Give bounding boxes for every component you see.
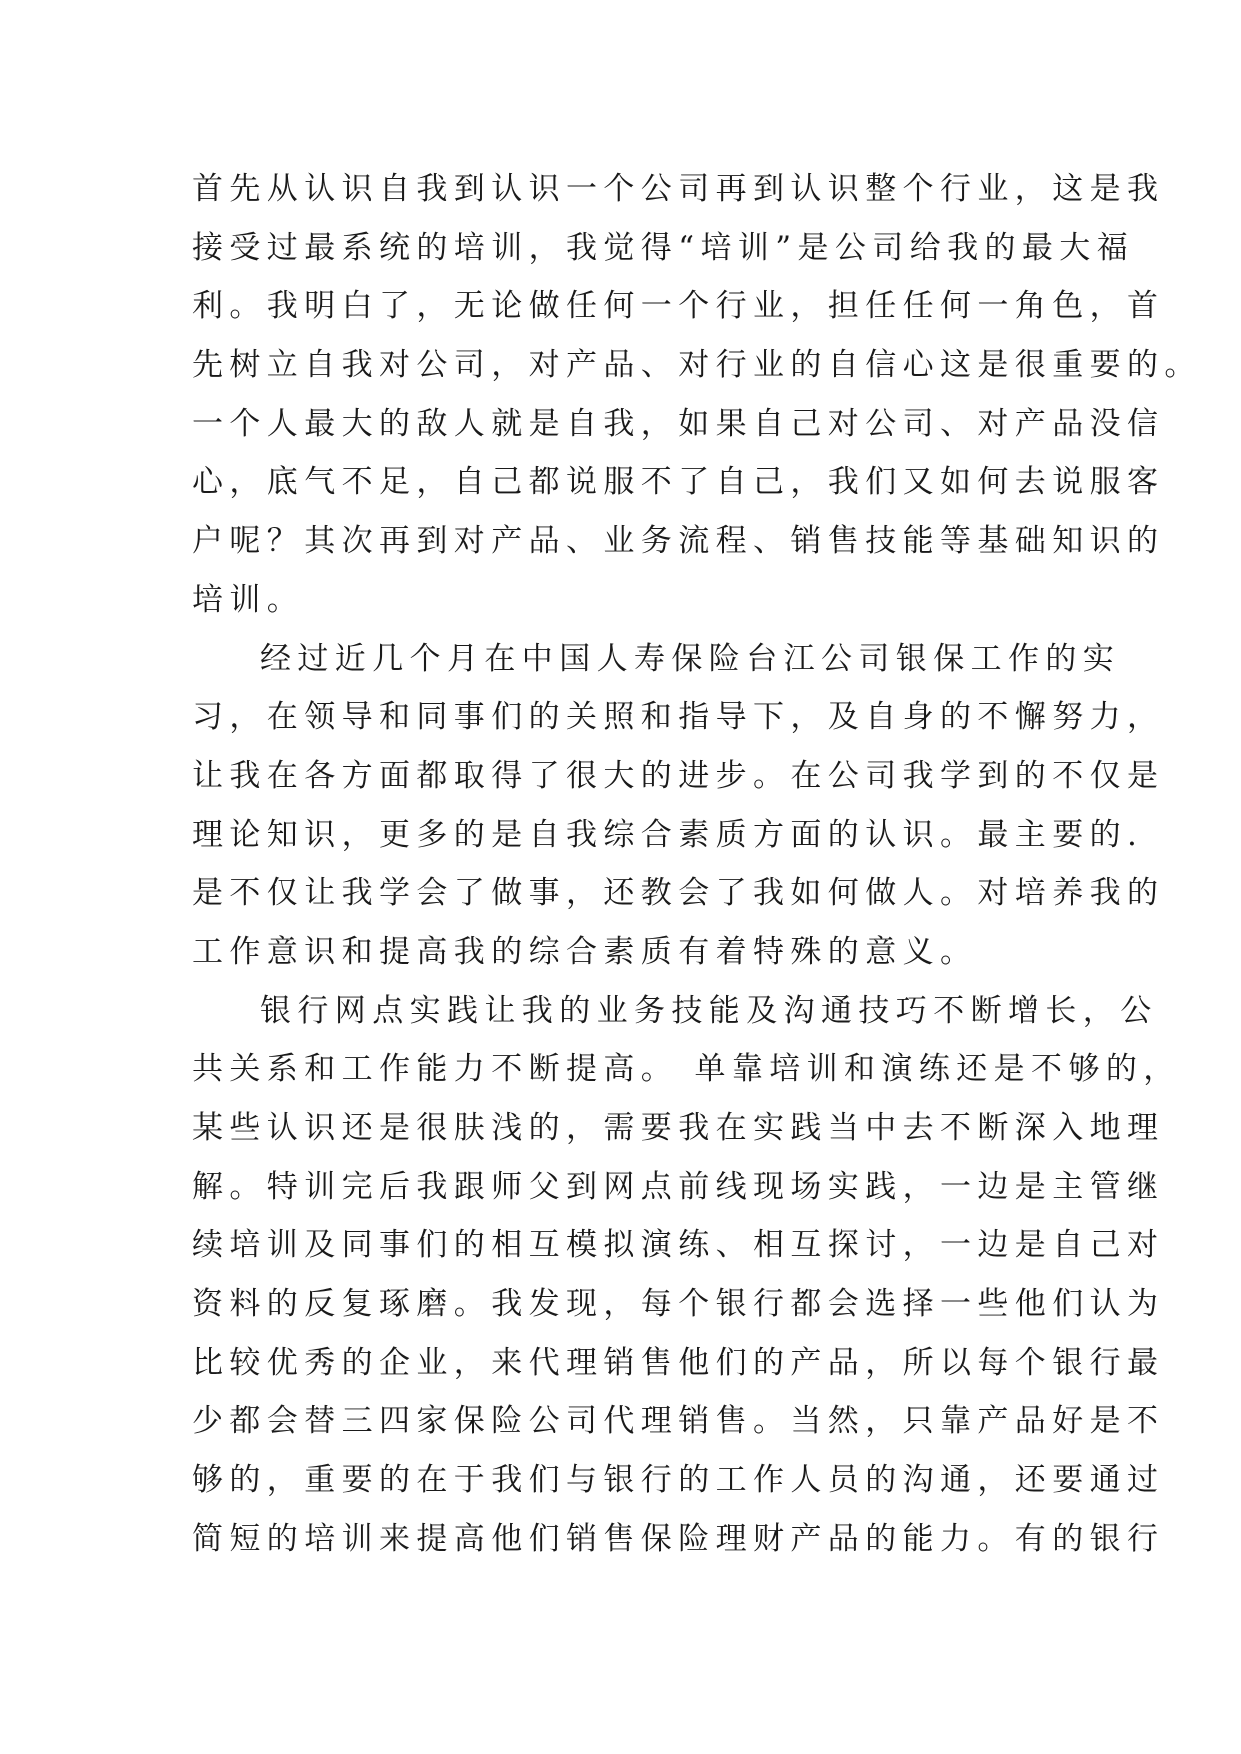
paragraph-start-line: 银行网点实践让我的业务技能及沟通技巧不断增长，公 [260,992,1158,1029]
text-line: 户呢？其次再到对产品、业务流程、销售技能等基础知识的 [192,523,1165,560]
paragraph-start-line: 经过近几个月在中国人寿保险台江公司银保工作的实 [260,640,1121,677]
text-line: 心，底气不足，自己都说服不了自己，我们又如何去说服客 [192,464,1165,501]
text-line: 让我在各方面都取得了很大的进步。在公司我学到的不仅是 [192,757,1165,794]
text-line: 资料的反复琢磨。我发现，每个银行都会选择一些他们认为 [192,1286,1165,1323]
text-line: 习，在领导和同事们的关照和指导下，及自身的不懈努力， [192,699,1165,736]
text-line: 比较优秀的企业，来代理销售他们的产品，所以每个银行最 [192,1344,1165,1381]
text-line: 续培训及同事们的相互模拟演练、相互探讨，一边是自己对 [192,1227,1165,1264]
text-line: 理论知识，更多的是自我综合素质方面的认识。最主要的. [192,816,1144,853]
text-line: 一个人最大的敌人就是自我，如果自己对公司、对产品没信 [192,405,1165,442]
text-line: 工作意识和提高我的综合素质有着特殊的意义。 [192,933,978,970]
text-line: 简短的培训来提高他们销售保险理财产品的能力。有的银行 [192,1520,1165,1557]
text-line: 接受过最系统的培训，我觉得“培训”是公司给我的最大福 [192,229,1135,266]
body-text [192,160,1202,1569]
text-line: 培训。 [192,581,305,618]
text-line: 是不仅让我学会了做事，还教会了我如何做人。对培养我的 [192,875,1165,912]
text-line: 够的，重要的在于我们与银行的工作人员的沟通，还要通过 [192,1462,1165,1499]
text-line: 某些认识还是很肤浅的，需要我在实践当中去不断深入地理 [192,1110,1165,1146]
text-line: 先树立自我对公司，对产品、对行业的自信心这是很重要的。 [192,347,1202,384]
text-line: 解。特训完后我跟师父到网点前线现场实践，一边是主管继 [192,1168,1165,1205]
text-line: 共关系和工作能力不断提高。 单靠培训和演练还是不够的， [192,1051,1181,1088]
text-line: 少都会替三四家保险公司代理销售。当然，只靠产品好是不 [192,1403,1165,1440]
text-line: 利。我明白了，无论做任何一个行业，担任任何一角色，首 [192,288,1165,325]
text-line: 首先从认识自我到认识一个公司再到认识整个行业，这是我 [192,171,1165,207]
